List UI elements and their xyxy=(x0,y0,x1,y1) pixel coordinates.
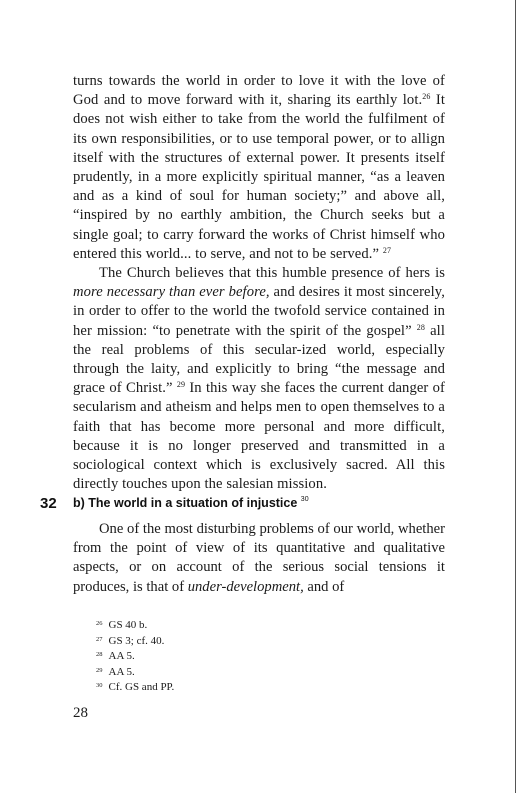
paragraph-3 xyxy=(73,520,445,597)
section-title-text: b) The world in a situation of injustice xyxy=(73,496,298,510)
paragraph-1-text-b: It does not wish either to take from the world the fulfilment of its own responsibilities, or to use temporal power, or to allign itself with the structures of external power. It presents itself prudently, in a more explicitly spiritual manner, “as a leaven and as a kind of soul for human society;” and above all, “inspired by no earthly ambition, the Church seeks but a single goal; to carry forward the works of Christ himself who entered this world... to serve, and not to be served.” xyxy=(73,92,445,262)
footnote-text: GS 3; cf. 40. xyxy=(108,634,165,647)
footnote-number: 29 xyxy=(96,666,103,674)
footnote-ref-30: 30 xyxy=(300,496,309,503)
paragraph-3-emphasis: under-development, xyxy=(187,578,304,595)
paragraph-2-emphasis: more necessary than ever before, xyxy=(73,284,270,301)
footnote-ref-29: 29 xyxy=(176,380,186,390)
footnote xyxy=(96,633,396,649)
footnote xyxy=(96,648,396,664)
paragraph-3-text-b: and of xyxy=(307,578,345,595)
paragraph-1 xyxy=(73,72,445,264)
footnotes xyxy=(96,617,396,695)
footnote-ref-28: 28 xyxy=(416,322,425,332)
page-number: 28 xyxy=(73,705,88,721)
footnote-number: 26 xyxy=(96,620,103,627)
paragraph-1-text-a: turns towards the world in order to love it with the love of God and to move forward with it, sharing its earthly lot. xyxy=(73,73,445,109)
footnote-number: 28 xyxy=(96,651,103,659)
footnote-ref-26: 26 xyxy=(422,92,431,102)
footnote xyxy=(96,664,396,680)
footnote-text: AA 5. xyxy=(108,665,135,678)
footnote xyxy=(96,679,396,695)
footnote-number: 27 xyxy=(96,635,103,643)
section-number: 32 xyxy=(40,495,57,512)
footnote-number: 30 xyxy=(96,682,103,690)
footnote-text: Cf. GS and PP. xyxy=(108,681,175,694)
footnote-text: AA 5. xyxy=(108,650,135,663)
paragraph-2-text-c: all the real problems of this secular-ized world, especially through the laity, and explicitly to bring “the message and grace of Christ.” xyxy=(73,322,445,397)
paragraph-3-text-a: One of the most disturbing problems of our world, whether from the point of view of its quantitative and qualitative aspects, or on account of the serious social tensions it produces, is that of xyxy=(73,521,445,595)
footnote-text: GS 40 b. xyxy=(108,619,148,631)
footnote-ref-27: 27 xyxy=(382,245,392,255)
body-text-bottom xyxy=(73,520,445,597)
body-text-top xyxy=(73,72,445,494)
paragraph-2-text-a: The Church believes that this humble presence of hers is xyxy=(99,265,445,282)
paragraph-2-text-b: and desires it most sincerely, in order to offer to the world the twofold service contained in her mission: “to penetrate with the spirit of the gospel” xyxy=(73,284,445,339)
section-title xyxy=(73,496,309,510)
paragraph-2-text-d: In this way she faces the current danger of secularism and atheism and helps men to open themselves to a faith that has become more personal and more difficult, because it is no longer preserved and transmitted in a sociological context which is exclusively sacred. All this directly touches upon the salesian mission. xyxy=(73,380,446,493)
footnote xyxy=(96,617,396,633)
paragraph-2 xyxy=(73,264,445,494)
